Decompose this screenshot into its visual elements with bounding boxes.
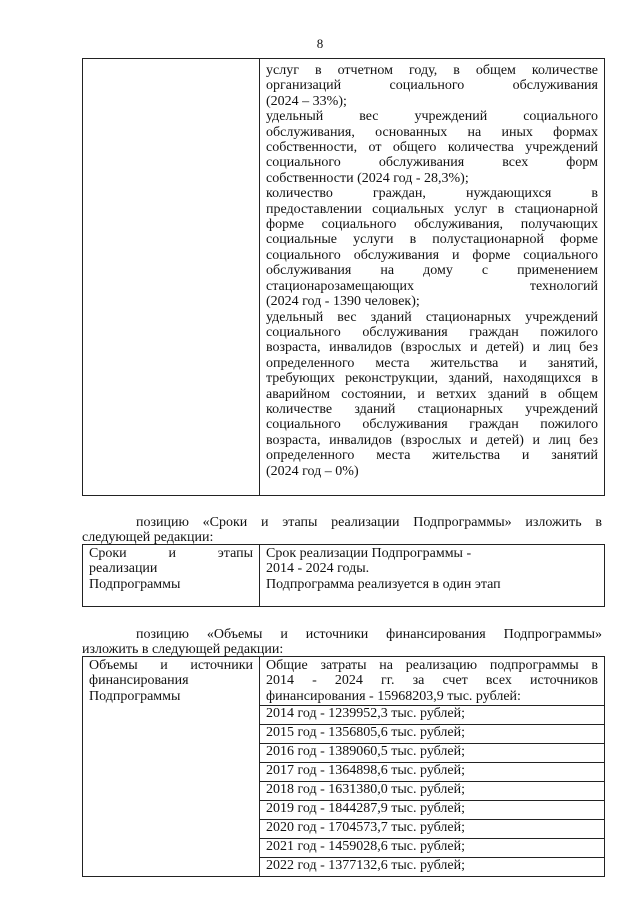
indicators-line: количество граждан, нуждающихся в [266, 186, 598, 202]
indicators-line: (2024 – 33%); [266, 93, 347, 109]
funding-total-line: финансирования - 15968203,9 тыс. рублей: [266, 688, 521, 704]
funding-label-cell [83, 657, 260, 877]
indicators-line: количестве зданий стационарных учреждений [266, 401, 598, 417]
funding-year-row: 2022 год - 1377132,6 тыс. рублей; [260, 858, 605, 877]
indicators-line: услуг в отчетном году, в общем количестве [266, 63, 598, 78]
funding-total-cell [260, 657, 605, 706]
funding-label-line: финансирования [89, 673, 189, 689]
terms-value-cell [260, 545, 605, 607]
indicators-line: возраста, инвалидов (взрослых и детей) и лиц без [266, 432, 598, 448]
indicators-line: собственности (2024 год - 28,3%); [266, 170, 469, 186]
indicators-line: обслуживания на дому с применением [266, 263, 598, 279]
indicators-line: собственности, от общего количества учреждений [266, 140, 598, 156]
indicators-line: предоставлении социальных услуг в стационарной [266, 201, 598, 217]
terms-value-line: Срок реализации Подпрограммы - [266, 546, 472, 561]
indicators-line: удельный вес учреждений социального [266, 109, 598, 125]
funding-year-row: 2021 год - 1459028,6 тыс. рублей; [260, 839, 605, 858]
indicators-right-cell [260, 59, 605, 496]
funding-total-line: 2014 - 2024 гг. за счет всех источников [266, 673, 598, 689]
amendment-paragraph-funding [82, 627, 602, 658]
funding-year-row: 2014 год - 1239952,3 тыс. рублей; [260, 706, 605, 725]
indicators-line: социального обслуживания всех форм [266, 155, 598, 171]
funding-year-row: 2015 год - 1356805,6 тыс. рублей; [260, 725, 605, 744]
funding-year-row: 2020 год - 1704573,7 тыс. рублей; [260, 820, 605, 839]
paragraph-line: следующей редакции: [82, 530, 214, 546]
indicators-line: социального обслуживания граждан пожилого [266, 324, 598, 340]
indicators-line: (2024 год – 0%) [266, 463, 359, 479]
terms-table [82, 544, 605, 607]
indicators-line: (2024 год - 1390 человек); [266, 294, 420, 310]
funding-year-row: 2019 год - 1844287,9 тыс. рублей; [260, 801, 605, 820]
indicators-line: организаций социального обслуживания [266, 78, 598, 94]
indicators-table [82, 58, 605, 496]
funding-total-line: Общие затраты на реализацию подпрограммы в [266, 658, 598, 673]
indicators-line: форме социального обслуживания, получающих [266, 217, 598, 233]
terms-label-line: реализации [89, 561, 158, 577]
indicators-line: социального обслуживания граждан пожилого [266, 417, 598, 433]
paragraph-line: позицию «Объемы и источники финансирования Подпрограммы» [136, 627, 602, 642]
paragraph-line: позицию «Сроки и этапы реализации Подпрограммы» изложить в [136, 515, 602, 530]
funding-year-row: 2017 год - 1364898,6 тыс. рублей; [260, 763, 605, 782]
indicators-line: определенного места жительства и занятий, [266, 355, 598, 371]
indicators-line: определенного места жительства и занятий [266, 448, 598, 464]
indicators-line: удельный вес зданий стационарных учреждений [266, 309, 598, 325]
amendment-paragraph-terms [82, 515, 602, 546]
indicators-text [266, 63, 598, 479]
terms-value-line: 2014 - 2024 годы. [266, 561, 370, 577]
indicators-line: социальные услуги в полустационарной форме [266, 232, 598, 248]
indicators-line: обслуживания, основанных на иных формах [266, 124, 598, 140]
terms-label-cell [83, 545, 260, 607]
indicators-line: социального обслуживания и форме социального [266, 247, 598, 263]
page-number: 8 [316, 36, 324, 51]
indicators-line: требующих реконструкции, зданий, находящихся в [266, 371, 598, 387]
indicators-line: аварийном состоянии, и ветхих зданий в общем [266, 386, 598, 402]
indicators-line: стационарозамещающих технологий [266, 278, 598, 294]
funding-label-line: Подпрограммы [89, 688, 181, 704]
terms-value-line: Подпрограмма реализуется в один этап [266, 576, 501, 592]
paragraph-line: изложить в следующей редакции: [82, 642, 284, 658]
funding-table [82, 656, 605, 877]
terms-label-line: Сроки и этапы [89, 546, 253, 561]
indicators-left-cell [83, 59, 260, 496]
funding-label-line: Объемы и источники [89, 658, 253, 673]
terms-label-line: Подпрограммы [89, 576, 181, 592]
indicators-line: возраста, инвалидов (взрослых и детей) и лиц без [266, 340, 598, 356]
funding-year-row: 2016 год - 1389060,5 тыс. рублей; [260, 744, 605, 763]
funding-year-row: 2018 год - 1631380,0 тыс. рублей; [260, 782, 605, 801]
